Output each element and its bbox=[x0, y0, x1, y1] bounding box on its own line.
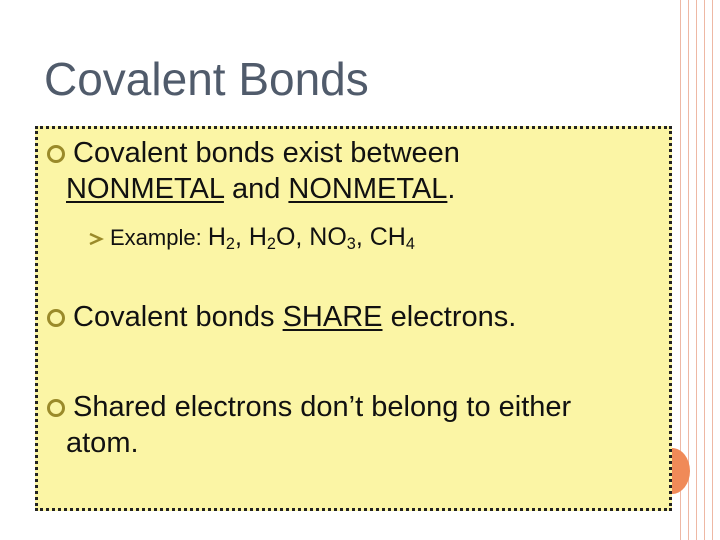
bullet-covalent-exist bbox=[46, 137, 460, 170]
decorative-stripe bbox=[712, 0, 713, 540]
bullet-icon bbox=[46, 137, 73, 170]
bullet-text: Covalent bonds exist between bbox=[73, 137, 460, 169]
bullet-shared-cont: atom. bbox=[66, 427, 139, 459]
subscript: 2 bbox=[225, 235, 235, 254]
decorative-stripe bbox=[696, 0, 697, 540]
formula-text: , CH bbox=[355, 223, 406, 251]
formula-text: H bbox=[207, 223, 226, 251]
subscript: 4 bbox=[405, 235, 415, 254]
bullet-icon bbox=[46, 301, 73, 334]
formula-text: O, NO bbox=[275, 223, 347, 251]
subscript: 3 bbox=[346, 235, 356, 254]
share-term: SHARE bbox=[282, 301, 383, 333]
subscript: 2 bbox=[266, 235, 276, 254]
nonmetal-term: NONMETAL bbox=[66, 173, 224, 205]
decorative-stripe bbox=[688, 0, 689, 540]
nonmetal-term: NONMETAL bbox=[288, 173, 448, 205]
bullet-icon bbox=[88, 225, 110, 251]
decorative-stripe bbox=[704, 0, 705, 540]
example-formulas bbox=[207, 223, 415, 254]
period-text: . bbox=[447, 173, 456, 205]
bullet-share bbox=[46, 301, 516, 334]
slide-title: Covalent Bonds bbox=[44, 53, 369, 105]
connector-text: and bbox=[223, 173, 289, 205]
bullet-covalent-exist-cont bbox=[66, 173, 455, 206]
formula-text: , H bbox=[234, 223, 267, 251]
bullet-icon bbox=[46, 391, 73, 424]
example-label: Example: bbox=[110, 225, 202, 250]
example-line bbox=[88, 223, 415, 254]
bullet-text: electrons. bbox=[382, 301, 517, 333]
bullet-text: Covalent bonds bbox=[73, 301, 283, 333]
bullet-shared bbox=[46, 391, 571, 424]
bullet-text: Shared electrons don’t belong to either bbox=[73, 391, 572, 423]
content-box bbox=[35, 126, 672, 511]
